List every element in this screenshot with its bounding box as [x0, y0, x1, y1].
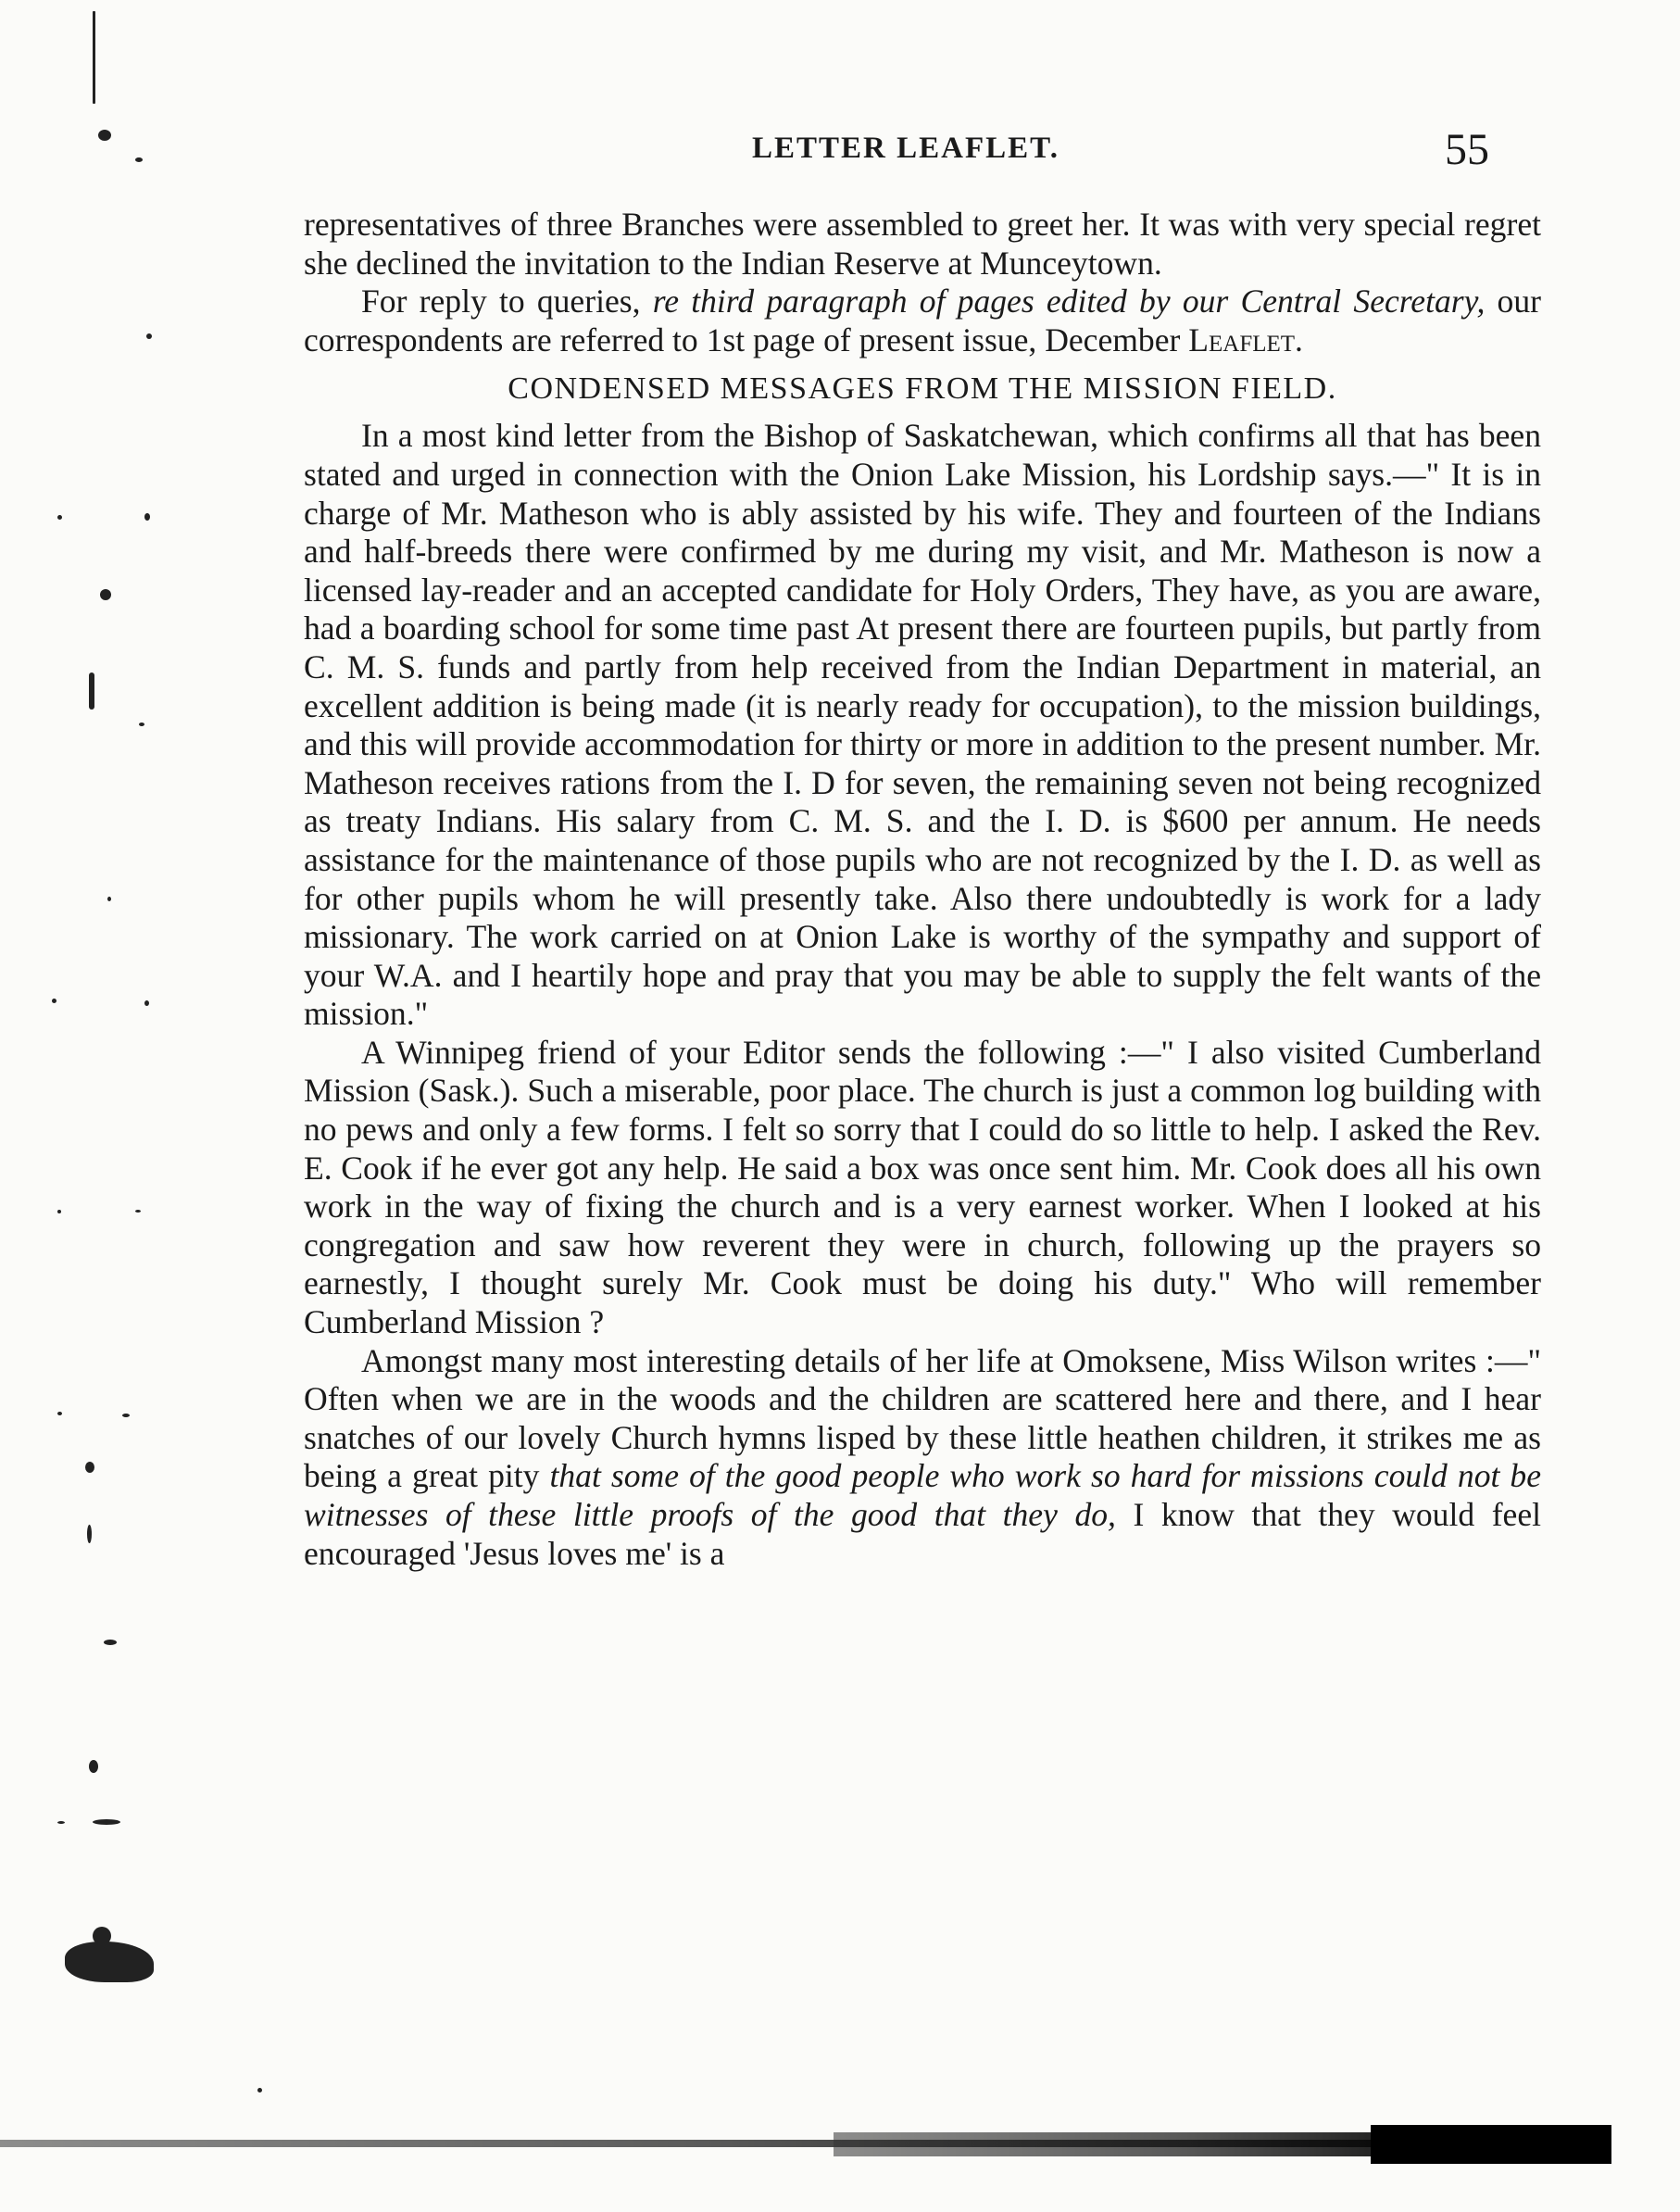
- scan-mark: [135, 1210, 141, 1213]
- scan-mark: [122, 1414, 130, 1417]
- left-margin-scan-specks: [0, 0, 167, 2212]
- scan-mark: [85, 1462, 94, 1473]
- scan-mark: [93, 1927, 111, 1945]
- running-head: [0, 124, 1680, 180]
- paragraph-miss-wilson: [304, 1342, 1541, 1574]
- scan-edge-strip: [0, 2121, 1611, 2164]
- scan-mark: [100, 589, 111, 600]
- scan-mark: [144, 1000, 149, 1006]
- scan-mark: [104, 1640, 117, 1645]
- section-heading: CONDENSED MESSAGES FROM THE MISSION FIELD.: [508, 371, 1337, 407]
- scan-mark: [65, 1942, 154, 1982]
- scan-mark: [87, 1525, 92, 1543]
- paragraph-reply-to-queries: [304, 283, 1541, 359]
- paragraph-winnipeg-friend: A Winnipeg friend of your Editor sends the following :—" I also visited Cumberland Mission (Sask.). Such a miserable, poor place. The church is just a common log building with no pews and only a few forms. I felt so sorry that I could do so little to help. I asked the Rev. E. Cook if he ever got any help. He said a box was once sent him. Mr. Cook does all his own work in the way of fixing the church and is a very earnest worker. When I looked at his congregation and saw how reverent they were in church, following up the prayers so earnestly, I thought surely Mr. Cook must be doing his duty." Who will remember Cumberland Mission ?: [304, 1033, 1541, 1341]
- italic-text-run: that some of the good people who work so hard for missions could not be witnesses of these little proofs of the good that they do,: [304, 1457, 1541, 1533]
- scan-mark: [107, 897, 111, 901]
- scan-mark: [257, 2088, 262, 2093]
- scan-mark: [139, 723, 144, 726]
- text-run: For reply to queries,: [361, 283, 653, 320]
- scan-mark: [146, 333, 152, 339]
- text-run: Amongst many most interesting details of her life at Omoksene, Miss Wilson writes :—" Often when we are in the woods and the children are scattered here and there, and I hear snatches of our lovely Church hymns lisped by these little heathen children, it strikes me as being a great pity: [304, 1341, 1541, 1495]
- text-run: I know that they would feel encouraged 'Jesus loves me' is a: [304, 1496, 1542, 1572]
- scan-mark: [144, 513, 150, 521]
- running-title: LETTER LEAFLET.: [752, 132, 1059, 165]
- scan-mark: [89, 1760, 98, 1773]
- body-text: [304, 206, 1541, 1573]
- italic-text-run: re third paragraph of pages edited by our Central Secretary,: [652, 283, 1486, 320]
- scan-mark: [89, 672, 94, 710]
- scan-mark: [57, 515, 62, 520]
- paragraph-bishop-letter: In a most kind letter from the Bishop of Saskatchewan, which confirms all that has been stated and urged in connection with the Onion Lake Mission, his Lordship says.—" It is in charge of Mr. Matheson who is ably assisted by his wife. They and fourteen of the Indians and half-breeds there were confirmed by me during my visit, and Mr. Matheson is now a licensed lay-reader and an accepted candidate for Holy Orders, They have, as you are aware, had a boarding school for some time past At present there are fourteen pupils, but partly from C. M. S. funds and partly from help received from the Indian Department in material, an excellent addition is being made (it is nearly ready for occupation), to the mission buildings, and this will provide accommodation for thirty or more in addition to the present number. Mr. Matheson receives rations from the I. D for seven, the remaining seven not being recognized as treaty Indians. His salary from C. M. S. and the I. D. is $600 per annum. He needs assistance for the maintenance of those pupils who are not recognized by the I. D. as well as for other pupils whom he will presently take. Also there undoubtedly is work for a lady missionary. The work carried on at Onion Lake is worthy of the sympathy and support of your W.A. and I heartily hope and pray that you may be able to supply the felt wants of the mission.": [304, 417, 1541, 1033]
- scan-mark: [57, 1210, 61, 1213]
- scan-mark: [52, 999, 56, 1003]
- scan-mark: [57, 1821, 65, 1824]
- small-caps-text-run: Leaflet: [1188, 320, 1296, 358]
- scan-mark: [57, 1412, 62, 1415]
- scan-mark: [93, 1819, 120, 1825]
- page-number: 55: [1445, 125, 1489, 174]
- scan-mark: [93, 11, 95, 104]
- paragraph-continuation: representatives of three Branches were assembled to greet her. It was with very special regret she declined the invitation to the Indian Reserve at Munceytown.: [304, 206, 1541, 282]
- scan-edge-block: [1371, 2125, 1611, 2164]
- text-run: .: [1295, 320, 1303, 358]
- text-run: our correspondents are referred to 1st page of present issue, December: [304, 283, 1541, 358]
